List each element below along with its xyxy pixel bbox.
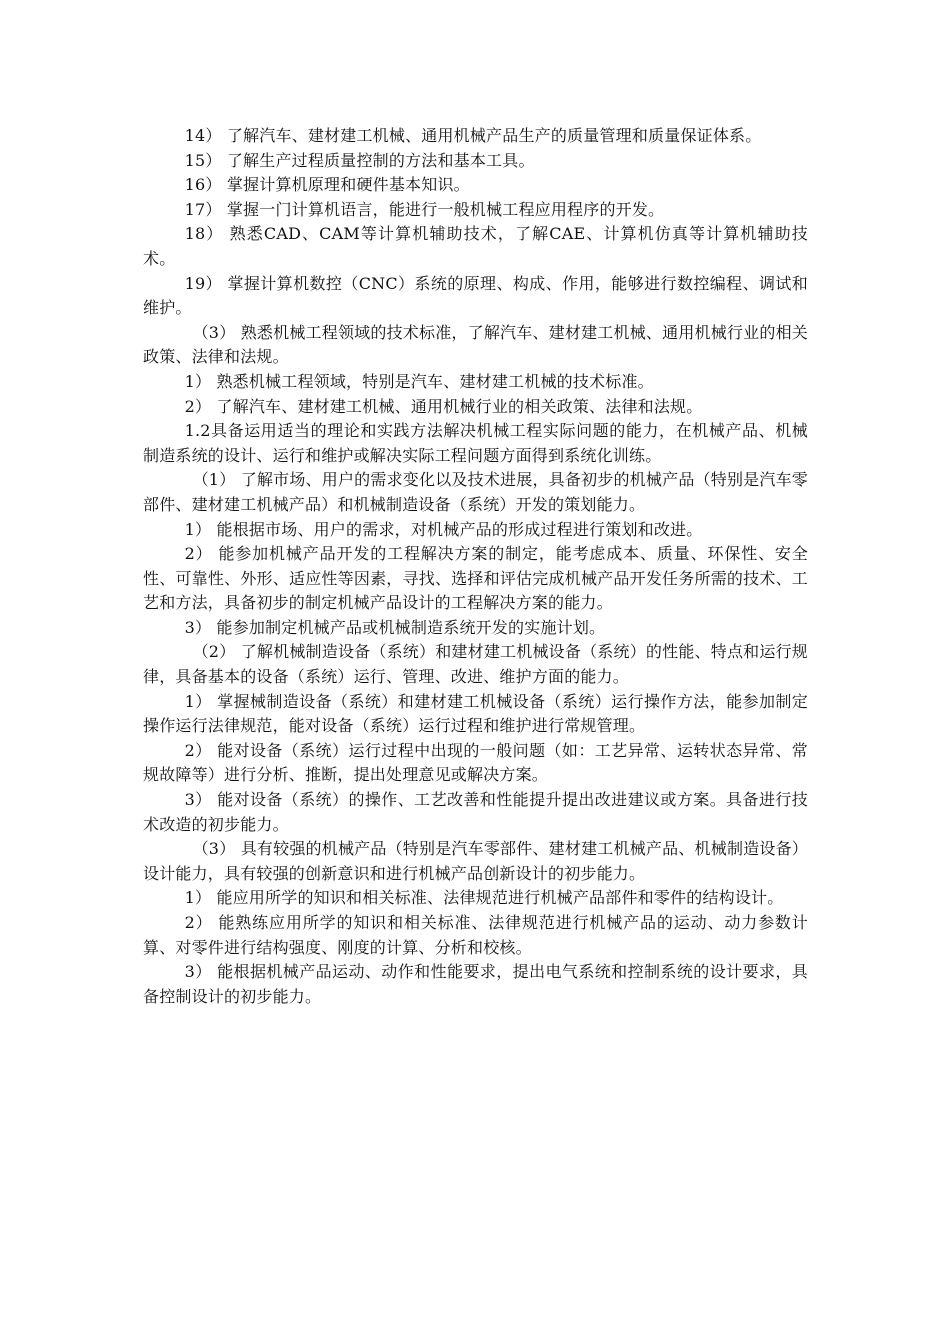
paragraph-heading-1-2: 1.2具备运用适当的理论和实践方法解决机械工程实际问题的能力，在机械产品、机械制造系统的设计、运行和维护或解决实际工程问题方面得到系统化训练。 [143, 421, 808, 465]
paragraph-item-16: 16） 掌握计算机原理和硬件基本知识。 [184, 175, 470, 195]
paragraph-item-19: 19） 掌握计算机数控（CNC）系统的原理、构成、作用，能够进行数控编程、调试和维护。 [143, 273, 808, 318]
document-body [143, 124, 808, 1009]
paragraph-section-3-design: （3） 具有较强的机械产品（特别是汽车零部件、建材建工机械产品、机械制造设备）设计能力，具有较强的创新意识和进行机械产品创新设计的初步能力。 [143, 839, 808, 883]
paragraph-section-3b-item-2: 2） 能熟练应用所学的知识和相关标准、法律规范进行机械产品的运动、动力参数计算、对零件进行结构强度、刚度的计算、分析和校核。 [143, 913, 808, 957]
paragraph-item-18: 18） 熟悉CAD、CAM等计算机辅助技术，了解CAE、计算机仿真等计算机辅助技术。 [143, 224, 808, 268]
paragraph-section-1-item-3: 3） 能参加制定机械产品或机械制造系统开发的实施计划。 [184, 617, 606, 637]
paragraph-section-2-item-1: 1） 掌握械制造设备（系统）和建材建工机械设备（系统）运行操作方法，能参加制定操作运行法律规范，能对设备（系统）运行过程和维护进行常规管理。 [143, 691, 808, 736]
paragraph-section-3b-item-1: 1） 能应用所学的知识和相关标准、法律规范进行机械产品部件和零件的结构设计。 [184, 888, 784, 908]
paragraph-section-3b-item-3: 3） 能根据机械产品运动、动作和性能要求，提出电气系统和控制系统的设计要求，具备控制设计的初步能力。 [143, 962, 808, 1006]
paragraph-section-2-item-3: 3） 能对设备（系统）的操作、工艺改善和性能提升提出改进建议或方案。具备进行技术改造的初步能力。 [143, 790, 808, 834]
paragraph-section-1-item-1: 1） 能根据市场、用户的需求，对机械产品的形成过程进行策划和改进。 [184, 519, 703, 539]
paragraph-section-3-item-1: 1） 熟悉机械工程领域，特别是汽车、建材建工机械的技术标准。 [184, 371, 654, 391]
paragraph-section-2: （2） 了解机械制造设备（系统）和建材建工机械设备（系统）的性能、特点和运行规律，具备基本的设备（系统）运行、管理、改进、维护方面的能力。 [143, 642, 808, 687]
paragraph-section-2-item-2: 2） 能对设备（系统）运行过程中出现的一般问题（如：工艺异常、运转状态异常、常规故障等）进行分析、推断，提出处理意见或解决方案。 [143, 740, 808, 785]
paragraph-section-3-item-2: 2） 了解汽车、建材建工机械、通用机械行业的相关政策、法律和法规。 [184, 396, 703, 416]
paragraph-section-1: （1） 了解市场、用户的需求变化以及技术进展，具备初步的机械产品（特别是汽车零部件、建材建工机械产品）和机械制造设备（系统）开发的策划能力。 [143, 470, 808, 514]
paragraph-item-17: 17） 掌握一门计算机语言，能进行一般机械工程应用程序的开发。 [184, 199, 665, 219]
paragraph-section-3-standards: （3） 熟悉机械工程领域的技术标准，了解汽车、建材建工机械、通用机械行业的相关政策、法律和法规。 [143, 322, 808, 367]
paragraph-section-1-item-2: 2） 能参加机械产品开发的工程解决方案的制定，能考虑成本、质量、环保性、安全性、可靠性、外形、适应性等因素，寻找、选择和评估完成机械产品开发任务所需的技术、工艺和方法，具备初步的制定机械产品设计的工程解决方案的能力。 [143, 544, 808, 613]
paragraph-item-14: 14） 了解汽车、建材建工机械、通用机械产品生产的质量管理和质量保证体系。 [184, 126, 762, 145]
paragraph-item-15: 15） 了解生产过程质量控制的方法和基本工具。 [184, 150, 535, 170]
